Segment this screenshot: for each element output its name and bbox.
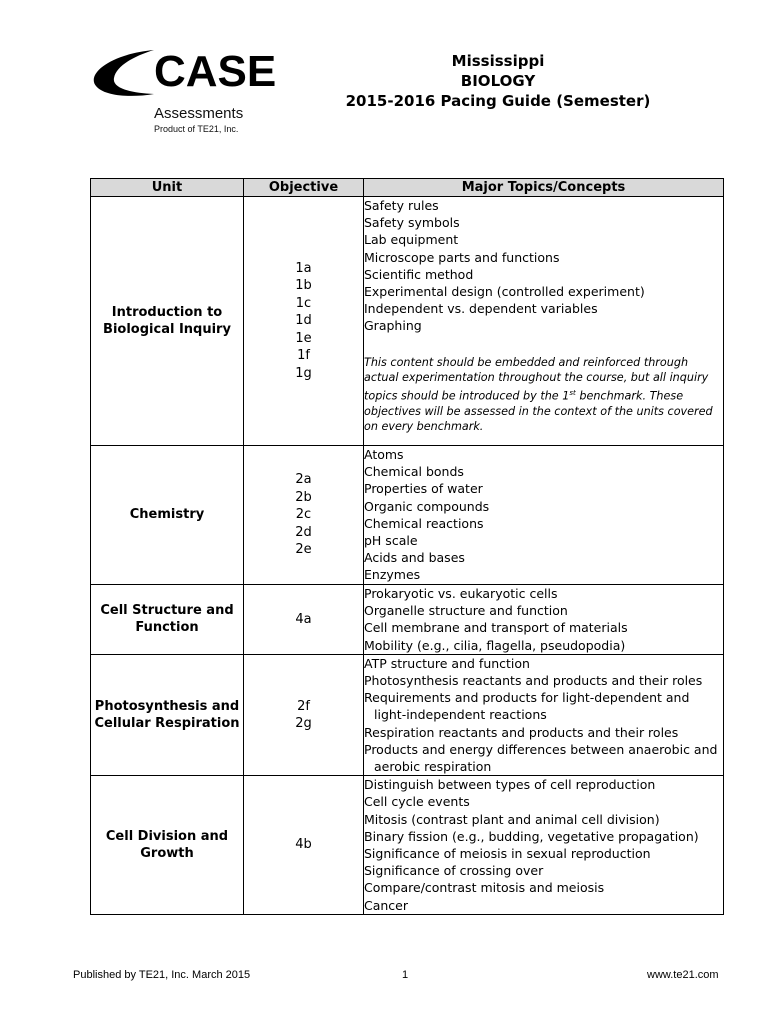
unit-name-line: Cell Division and xyxy=(105,828,229,844)
title-guide: 2015-2016 Pacing Guide (Semester) xyxy=(345,92,651,110)
unit-cell xyxy=(91,197,244,446)
objective-cell xyxy=(244,446,364,585)
table-row xyxy=(91,654,724,775)
footer-website: www.te21.com xyxy=(647,969,719,981)
unit-name-line: Photosynthesis and xyxy=(94,698,240,714)
topic-item: Photosynthesis reactants and products and their roles xyxy=(364,673,703,689)
unit-cell xyxy=(91,776,244,915)
topic-item: Safety rules xyxy=(364,198,439,213)
topic-item: Cell cycle events xyxy=(364,794,470,810)
table-row xyxy=(91,585,724,655)
title-subject: BIOLOGY xyxy=(460,72,536,90)
objective-code: 1f xyxy=(297,348,310,364)
topic-item: Binary fission (e.g., budding, vegetative propagation) xyxy=(364,828,699,844)
unit-cell xyxy=(91,446,244,585)
footer-publisher: Published by TE21, Inc. March 2015 xyxy=(73,969,251,981)
table-row xyxy=(91,197,724,446)
topic-item: Mitosis (contrast plant and animal cell division) xyxy=(364,811,660,827)
topic-item: Scientific method xyxy=(364,266,474,282)
table-header-row xyxy=(91,179,724,197)
header-unit: Unit xyxy=(91,179,244,197)
objective-code: 2b xyxy=(295,489,312,505)
topic-item: Significance of crossing over xyxy=(364,863,544,879)
unit-name-line: Introduction to xyxy=(111,304,223,320)
logo-wordmark: CASE xyxy=(154,47,277,96)
topic-item: Compare/contrast mitosis and meiosis xyxy=(364,880,605,896)
topic-item: Cancer xyxy=(364,897,409,913)
topic-item: Prokaryotic vs. eukaryotic cells xyxy=(364,586,558,601)
topic-item: Enzymes xyxy=(364,567,421,583)
objective-code: 2c xyxy=(295,507,312,523)
topic-item: Organelle structure and function xyxy=(364,603,568,619)
unit-name-line: Cellular Respiration xyxy=(94,716,240,732)
inquiry-note xyxy=(364,355,723,435)
topic-item: Microscope parts and functions xyxy=(364,249,560,265)
topic-item: Acids and bases xyxy=(364,550,465,566)
objective-code: 1b xyxy=(295,278,312,294)
topic-item: Respiration reactants and products and their roles xyxy=(364,724,679,740)
unit-name-line: Growth xyxy=(140,846,194,862)
topic-item: Significance of meiosis in sexual reproduction xyxy=(364,846,651,862)
topic-item: Chemical reactions xyxy=(364,515,484,531)
objective-code: 4b xyxy=(295,837,312,853)
topic-item: aerobic respiration xyxy=(374,759,492,775)
topics-cell xyxy=(364,654,724,775)
note-text-end: benchmark. These objectives will be assessed in the context of the units covered on every benchmark. xyxy=(364,389,713,434)
topics-cell xyxy=(364,197,724,446)
topic-item: Graphing xyxy=(364,318,422,334)
table-row xyxy=(91,776,724,915)
topic-item: Cell membrane and transport of materials xyxy=(364,620,628,636)
topics-cell xyxy=(364,776,724,915)
objective-code: 1g xyxy=(295,365,312,381)
unit-name-line: Cell Structure and xyxy=(100,602,234,618)
topic-item: pH scale xyxy=(364,533,418,549)
topic-item: Mobility (e.g., cilia, flagella, pseudopodia) xyxy=(364,637,626,653)
objective-cell xyxy=(244,776,364,915)
objective-code: 1e xyxy=(295,330,312,346)
topic-item: Products and energy differences between anaerobic and xyxy=(364,741,718,757)
topic-item: Atoms xyxy=(364,447,404,462)
topic-item: Properties of water xyxy=(364,481,483,497)
unit-name-line: Chemistry xyxy=(129,507,205,523)
topics-cell xyxy=(364,446,724,585)
objective-code: 2g xyxy=(295,716,312,732)
header-objective: Objective xyxy=(244,179,364,197)
document-title xyxy=(300,51,696,111)
topic-item: Distinguish between types of cell reproduction xyxy=(364,777,656,793)
unit-name-line: Function xyxy=(135,620,199,636)
topic-item: light-independent reactions xyxy=(374,707,547,723)
objective-code: 1a xyxy=(295,261,312,277)
topic-item: Independent vs. dependent variables xyxy=(364,301,598,317)
topic-item: ATP structure and function xyxy=(364,655,530,671)
logo-subtitle: Assessments xyxy=(154,105,244,122)
topic-item: Organic compounds xyxy=(364,498,490,514)
topic-item: Experimental design (controlled experiment) xyxy=(364,284,645,300)
objective-cell xyxy=(244,654,364,775)
unit-cell xyxy=(91,654,244,775)
header-topics: Major Topics/Concepts xyxy=(364,179,724,197)
objective-code: 4a xyxy=(295,611,312,627)
topic-item: Safety symbols xyxy=(364,215,460,231)
logo-tagline: Product of TE21, Inc. xyxy=(154,124,239,134)
objective-cell xyxy=(244,197,364,446)
footer-page-number: 1 xyxy=(402,969,409,981)
topic-item: Chemical bonds xyxy=(364,464,464,480)
objective-code: 2e xyxy=(295,542,312,558)
table-row xyxy=(91,446,724,585)
pacing-table xyxy=(90,178,724,915)
topics-cell xyxy=(364,585,724,655)
topic-item: Requirements and products for light-dependent and xyxy=(364,690,690,706)
note-text-start: This content should be embedded and reinforced through actual experimentation throughout the course, but all inquiry topics should be introduced by the 1 xyxy=(364,355,709,403)
objective-code: 2d xyxy=(295,524,312,540)
unit-name-line: Biological Inquiry xyxy=(103,322,231,337)
note-ordinal-suffix: st xyxy=(569,388,576,397)
objective-code: 2a xyxy=(295,472,312,488)
title-state: Mississippi xyxy=(451,52,545,70)
objective-code: 2f xyxy=(297,698,310,714)
unit-cell xyxy=(91,585,244,655)
objective-code: 1c xyxy=(295,295,312,311)
objective-code: 1d xyxy=(295,313,312,329)
case-logo xyxy=(90,46,277,141)
topic-item: Lab equipment xyxy=(364,232,459,248)
objective-cell xyxy=(244,585,364,655)
